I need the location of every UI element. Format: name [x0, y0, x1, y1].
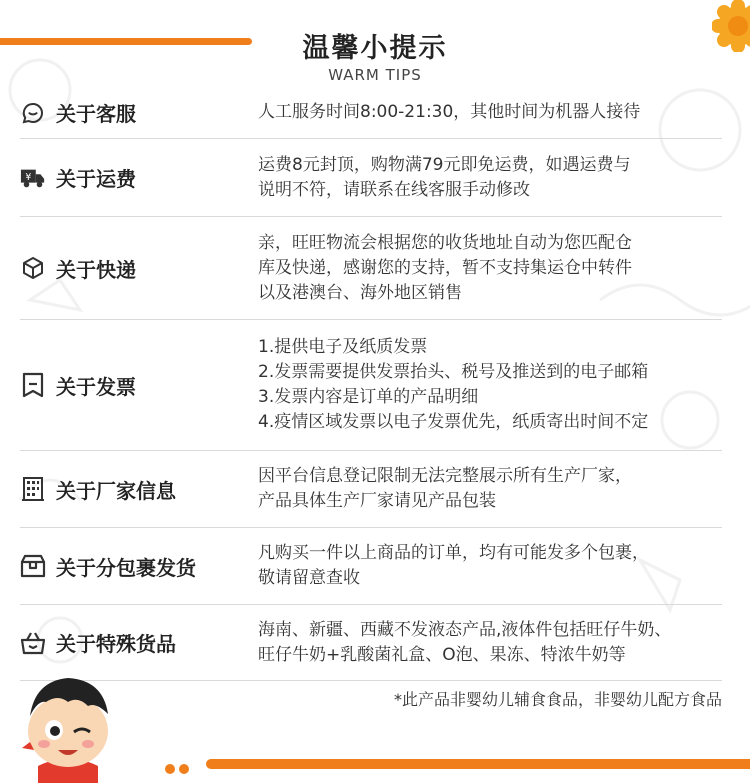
delivery-truck-icon	[20, 165, 46, 191]
tip-content	[258, 231, 722, 306]
tip-row-customer-service	[20, 87, 722, 139]
tip-line: 1.提供电子及纸质发票	[258, 337, 428, 357]
tip-label: 关于厂家信息	[56, 478, 176, 503]
tip-content	[258, 541, 722, 591]
page-title: 温馨小提示	[302, 33, 448, 64]
mascot-character-illustration	[8, 676, 128, 783]
tip-label: 关于分包裹发货	[56, 555, 196, 580]
tip-row-shipping-fee	[20, 139, 722, 217]
tip-line: 人工服务时间8:00-21:30，其他时间为机器人接待	[258, 102, 641, 122]
parcel-icon	[20, 553, 46, 579]
tip-row-invoice	[20, 320, 722, 451]
tip-line: 库及快递，感谢您的支持，暂不支持集运仓中转件	[258, 257, 632, 278]
tip-line: 海南、新疆、西藏不发液态产品,液体件包括旺仔牛奶、	[258, 619, 672, 640]
tip-line: 产品具体生产厂家请见产品包装	[258, 491, 496, 511]
page-subtitle: WARM TIPS	[328, 66, 422, 84]
tip-label: 关于快递	[56, 257, 136, 282]
tip-label: 关于特殊货品	[56, 632, 176, 656]
tip-line: 3.发票内容是订单的产品明细	[258, 387, 479, 407]
tip-line: 说明不符，请联系在线客服手动修改	[258, 179, 530, 200]
tip-line: 因平台信息登记限制无法完整展示所有生产厂家，	[258, 466, 632, 486]
chat-bubble-icon	[20, 100, 46, 126]
footer-accent-bar	[206, 759, 750, 769]
tip-content	[258, 335, 722, 435]
tip-row-split-package	[20, 528, 722, 605]
shopping-bag-icon	[20, 630, 46, 656]
package-box-icon	[20, 255, 46, 281]
disclaimer-note: *此产品非婴幼儿辅食食品，非婴幼儿配方食品	[393, 690, 722, 709]
tip-content	[258, 153, 722, 203]
flower-icon	[712, 0, 750, 52]
svg-text:¥: ¥	[25, 171, 32, 183]
tip-line: 亲，旺旺物流会根据您的收货地址自动为您匹配仓	[258, 232, 632, 253]
tip-line: 敬请留意查收	[258, 568, 360, 588]
decorative-dots	[165, 759, 193, 778]
tip-line: 4.疫情区域发票以电子发票优先，纸质寄出时间不定	[258, 412, 649, 432]
tip-label: 关于客服	[56, 102, 136, 126]
tip-content	[258, 464, 722, 514]
header	[0, 0, 750, 95]
tip-row-special-goods	[20, 605, 722, 681]
tip-content	[258, 100, 722, 125]
tip-line: 2.发票需要提供发票抬头、税号及推送到的电子邮箱	[258, 362, 649, 382]
tips-list	[20, 87, 722, 681]
tip-line: 以及港澳台、海外地区销售	[258, 282, 462, 303]
invoice-icon	[20, 372, 46, 398]
tip-line: 旺仔牛奶+乳酸菌礼盒、O泡、果冻、特浓牛奶等	[258, 644, 626, 665]
tip-line: 运费8元封顶，购物满79元即免运费，如遇运费与	[258, 154, 631, 175]
tip-label: 关于发票	[56, 374, 136, 399]
tip-label: 关于运费	[56, 167, 136, 191]
tip-content	[258, 618, 722, 668]
tip-row-manufacturer	[20, 451, 722, 528]
building-icon	[20, 476, 46, 502]
tip-row-express	[20, 217, 722, 320]
tip-line: 凡购买一件以上商品的订单，均有可能发多个包裹，	[258, 543, 649, 563]
